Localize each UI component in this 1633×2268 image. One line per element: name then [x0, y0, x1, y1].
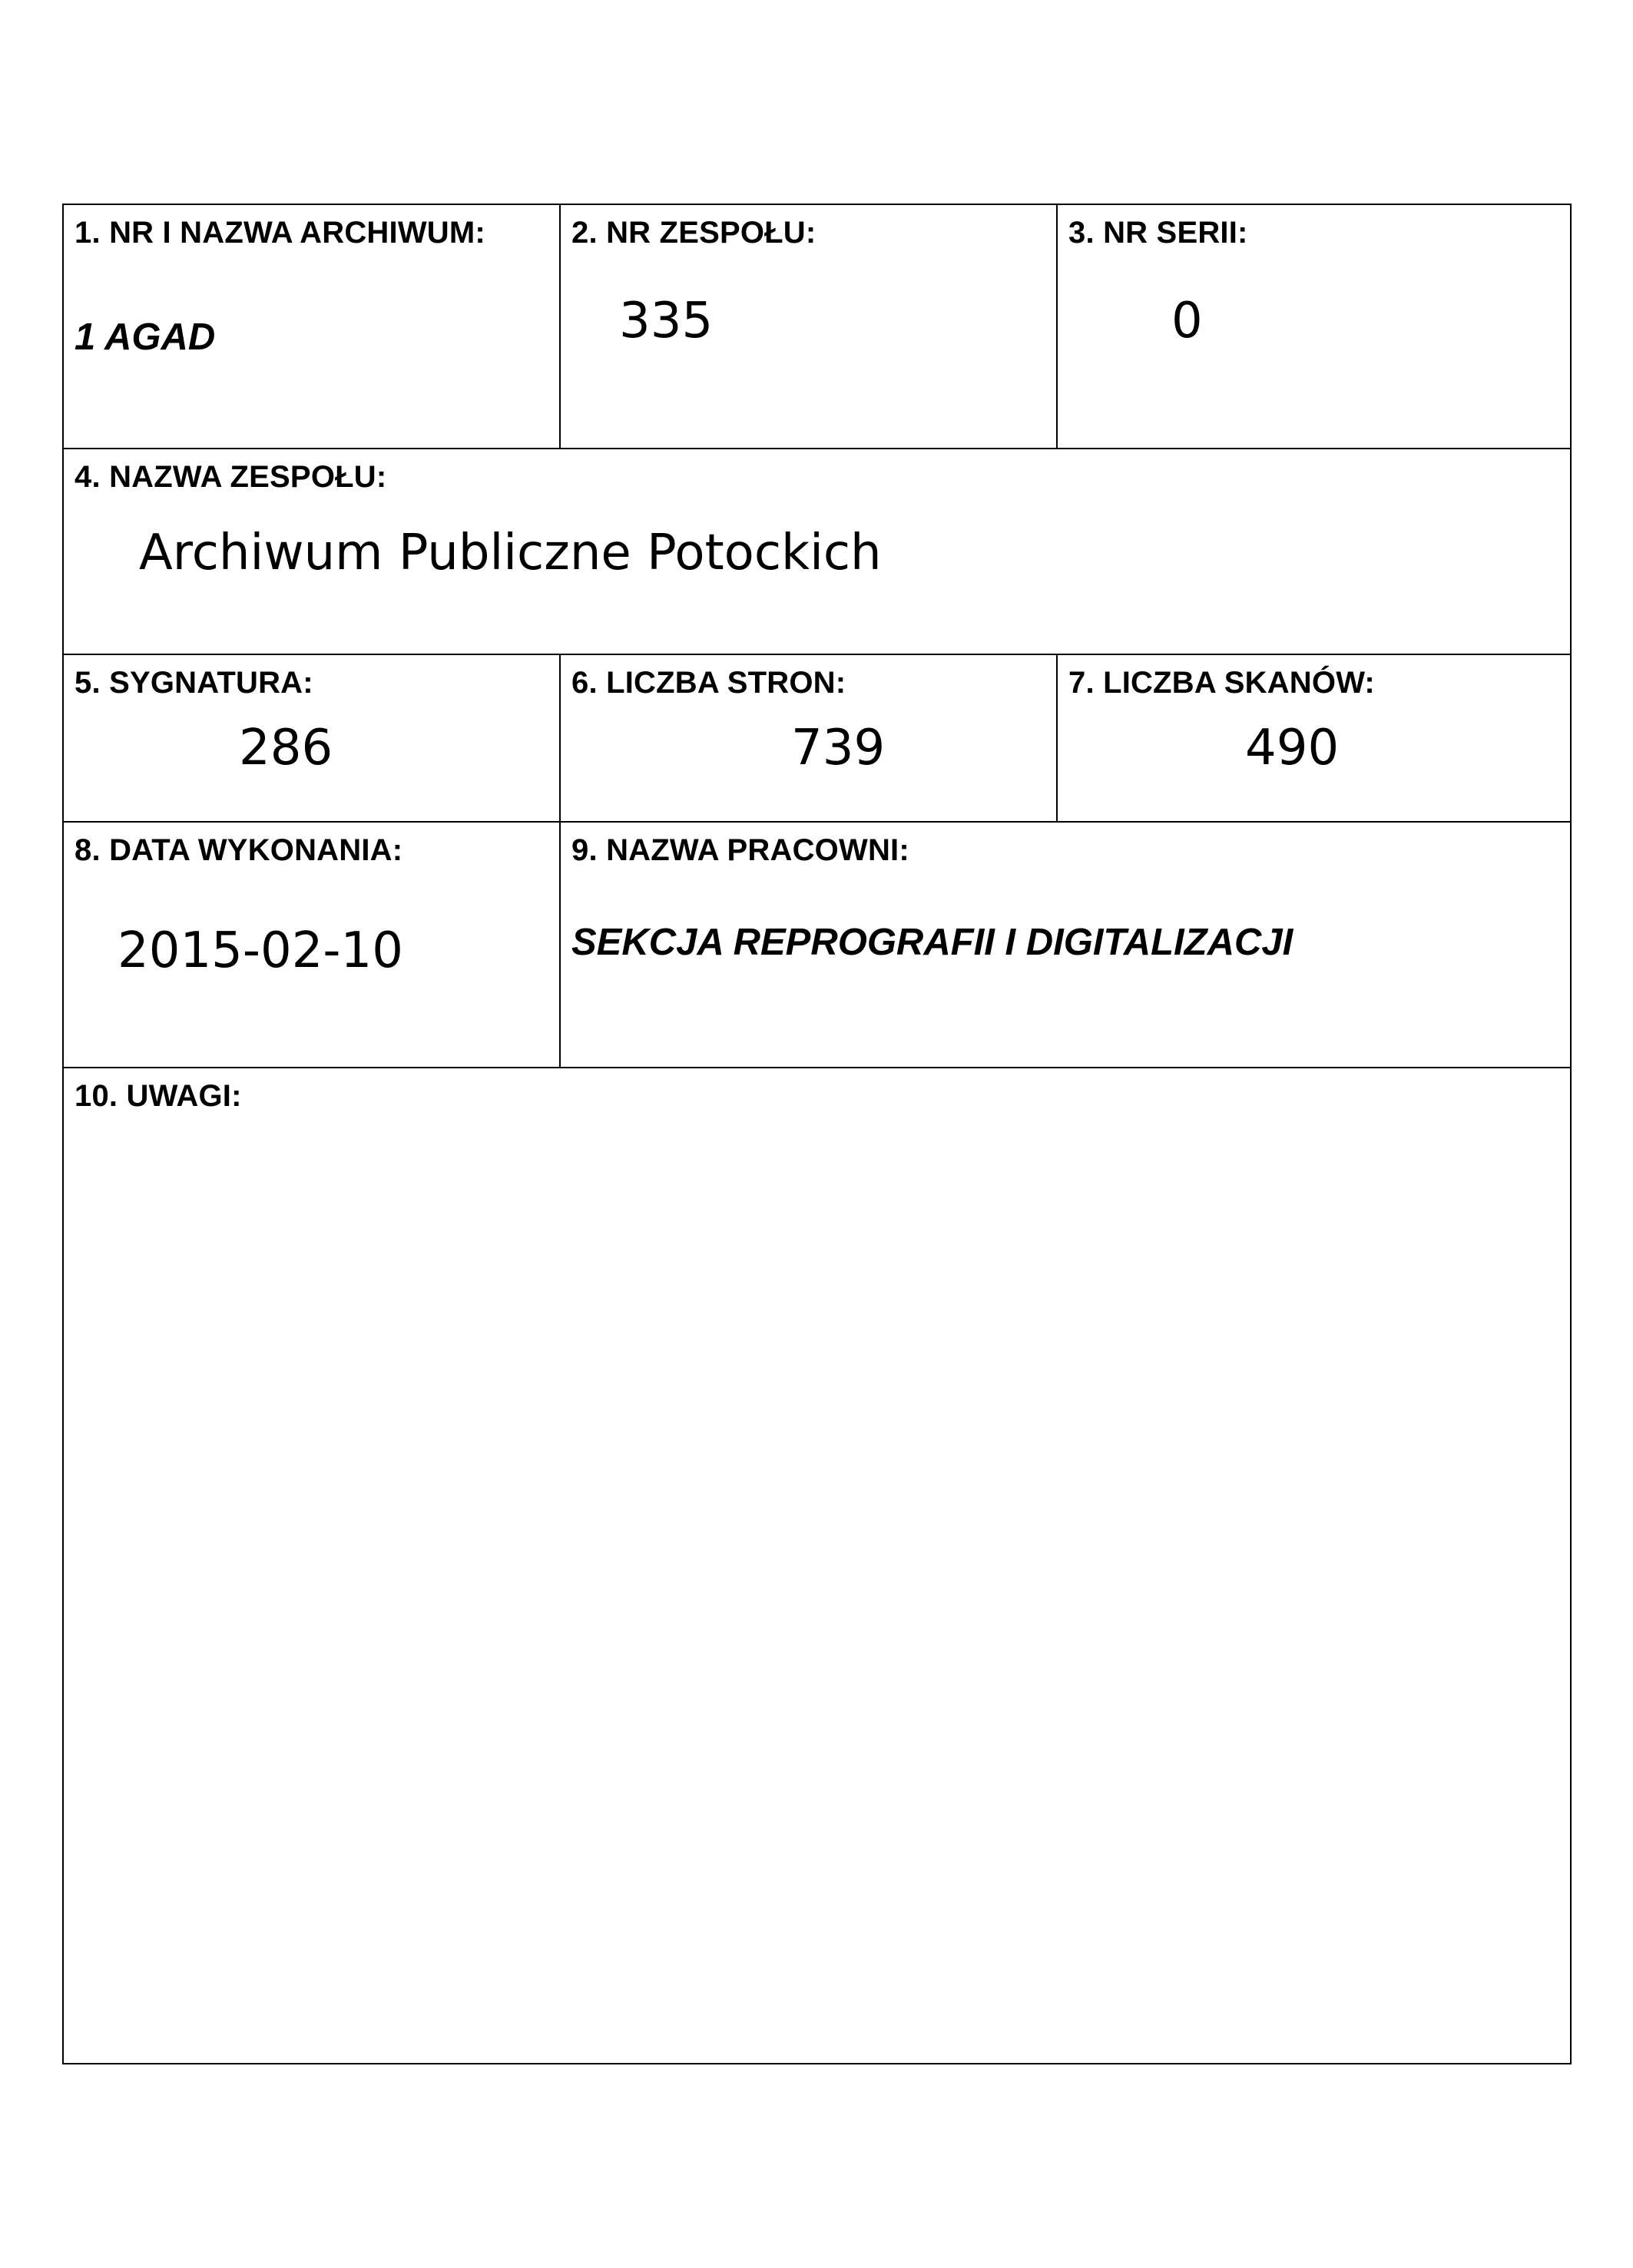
- archive-label: 1. NR I NAZWA ARCHIWUM:: [75, 216, 485, 250]
- page-count-cell: [561, 655, 1056, 821]
- fonds-number-cell: [561, 205, 1056, 448]
- fonds-name-value: Archiwum Publiczne Potockich: [139, 525, 882, 581]
- fonds-name-label: 4. NAZWA ZESPOŁU:: [75, 460, 387, 494]
- series-number-cell: [1058, 205, 1572, 448]
- fonds-name-cell: [64, 449, 1572, 654]
- date-value: 2015-02-10: [118, 922, 403, 979]
- date-cell: [64, 823, 559, 1067]
- page-count-label: 6. LICZBA STRON:: [571, 666, 846, 700]
- series-number-value: 0: [1171, 293, 1203, 349]
- signature-label: 5. SYGNATURA:: [75, 666, 313, 700]
- page-count-value: 739: [791, 720, 886, 776]
- remarks-label: 10. UWAGI:: [75, 1079, 242, 1113]
- fonds-number-label: 2. NR ZESPOŁU:: [571, 216, 816, 250]
- workshop-label: 9. NAZWA PRACOWNI:: [571, 833, 909, 867]
- scan-count-cell: [1058, 655, 1572, 821]
- scan-count-label: 7. LICZBA SKANÓW:: [1068, 666, 1375, 700]
- fonds-number-value: 335: [619, 293, 714, 349]
- workshop-value: SEKCJA REPROGRAFII I DIGITALIZACJI: [571, 922, 1293, 963]
- metadata-form: [62, 204, 1572, 2064]
- signature-cell: [64, 655, 559, 821]
- date-label: 8. DATA WYKONANIA:: [75, 833, 403, 867]
- remarks-cell: [64, 1068, 1572, 2063]
- archive-value: 1 AGAD: [75, 316, 216, 358]
- signature-value: 286: [239, 720, 333, 776]
- archive-cell: [64, 205, 559, 448]
- scan-count-value: 490: [1245, 720, 1340, 776]
- workshop-cell: [561, 823, 1572, 1067]
- series-number-label: 3. NR SERII:: [1068, 216, 1248, 250]
